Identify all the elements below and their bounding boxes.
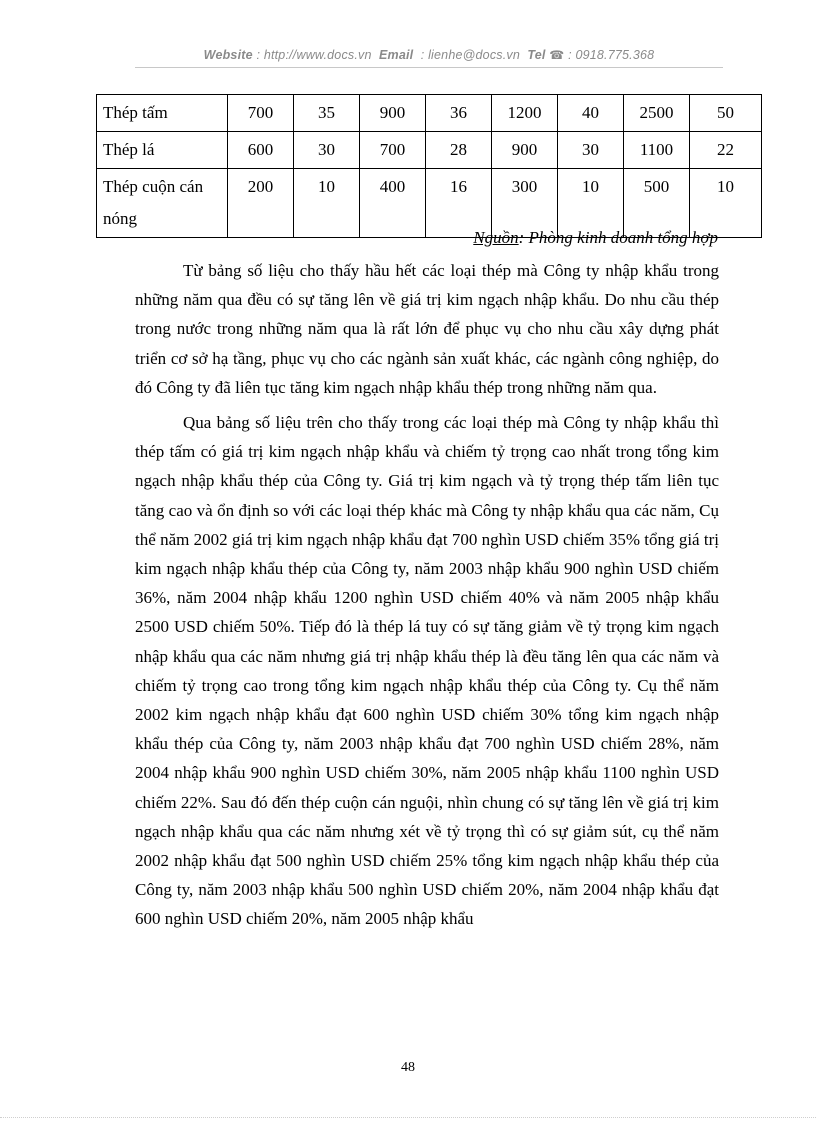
table-cell: 40 <box>558 95 624 132</box>
table-cell: 2500 <box>624 95 690 132</box>
body-text <box>135 256 719 940</box>
table-cell: 1100 <box>624 132 690 169</box>
table-cell: 500 <box>624 169 690 238</box>
row-label-cell: Thép lá <box>97 132 228 169</box>
tel-label: Tel <box>527 48 546 62</box>
table-cell: 700 <box>228 95 294 132</box>
table-cell: 28 <box>426 132 492 169</box>
website-separator: : <box>252 48 264 62</box>
email-label: Email <box>378 48 414 62</box>
table-cell: 16 <box>426 169 492 238</box>
tel-value: : 0918.775.368 <box>568 48 655 62</box>
page-number: 48 <box>401 1060 415 1075</box>
source-text: : Phòng kinh doanh tổng hợp <box>518 228 718 247</box>
table-cell: 36 <box>426 95 492 132</box>
email-value[interactable]: lienhe@docs.vn <box>428 48 520 62</box>
row-label-cell: Thép cuộn cán nóng <box>97 169 228 238</box>
bottom-divider <box>0 1117 816 1118</box>
table-cell: 700 <box>360 132 426 169</box>
phone-icon: ☎ <box>549 48 565 62</box>
table-cell: 10 <box>690 169 762 238</box>
paragraph: Qua bảng số liệu trên cho thấy trong các loại thép mà Công ty nhập khẩu thì thép tấm có giá trị kim ngạch nhập khẩu và chiếm tỷ trọng cao nhất trong tổng kim ngạch nhập khẩu thép của Công ty. Giá trị kim ngạch và tỷ trọng thép tấm liên tục tăng cao và ổn định so với các loại thép khác mà Công ty nhập khẩu qua các năm, Cụ thể năm 2002 giá trị kim ngạch nhập khẩu đạt 700 nghìn USD chiếm 35% tổng giá trị kim ngạch nhập khẩu thép của Công ty, năm 2003 nhập khẩu 900 nghìn USD chiếm 36%, năm 2004 nhập khẩu 1200 nghìn USD chiếm 40% và năm 2005 nhập khẩu 2500 USD chiếm 50%. Tiếp đó là thép lá tuy có sự tăng giảm về tỷ trọng kim ngạch nhập khẩu qua các năm nhưng giá trị nhập khẩu thép là đều tăng lên qua các năm và chiếm tỷ trọng cao trong tổng kim ngạch nhập khẩu thép của Công ty. Cụ thể năm 2002 kim ngạch nhập khẩu đạt 600 nghìn USD chiếm 30% tổng kim ngạch nhập khẩu thép của Công ty, năm 2003 nhập khẩu đạt 700 nghìn USD chiếm 28%, năm 2004 nhập khẩu 900 nghìn USD chiếm 30%, năm 2005 nhập khẩu 1100 nghìn USD chiếm 22%. Sau đó đến thép cuộn cán nguội, nhìn chung có sự tăng lên về giá trị kim ngạch nhập khẩu qua các năm nhưng xét về tỷ trọng thì có sự giảm sút, cụ thể năm 2002 nhập khẩu đạt 500 nghìn USD chiếm 25% tổng kim ngạch nhập khẩu thép của Công ty, năm 2003 nhập khẩu 500 nghìn USD chiếm 20%, năm 2004 nhập khẩu đạt 600 nghìn USD chiếm 20%, năm 2005 nhập khẩu <box>135 413 719 929</box>
table-cell: 400 <box>360 169 426 238</box>
table-cell: 900 <box>360 95 426 132</box>
email-separator: : <box>417 48 429 62</box>
table-cell: 900 <box>492 132 558 169</box>
table-cell: 600 <box>228 132 294 169</box>
table-cell: 200 <box>228 169 294 238</box>
table-cell: 300 <box>492 169 558 238</box>
header-divider <box>135 67 723 68</box>
table-cell: 35 <box>294 95 360 132</box>
table-cell: 10 <box>558 169 624 238</box>
source-label: Nguồn <box>473 228 519 247</box>
row-label-cell: Thép tấm <box>97 95 228 132</box>
table-row <box>97 95 762 132</box>
paragraph: Từ bảng số liệu cho thấy hầu hết các loại thép mà Công ty nhập khẩu trong những năm qua đều có sự tăng lên về giá trị kim ngạch nhập khẩu. Do nhu cầu thép trong nước trong những năm qua là rất lớn để phục vụ cho nhu cầu xây dựng phát triển cơ sở hạ tầng, phục vụ cho các ngành sản xuất khác, các ngành công nghiệp, do đó Công ty đã liên tục tăng kim ngạch nhập khẩu thép trong những năm qua. <box>135 261 719 397</box>
import-data-table <box>96 94 762 238</box>
table-cell: 50 <box>690 95 762 132</box>
table-cell: 10 <box>294 169 360 238</box>
table-cell: 30 <box>558 132 624 169</box>
table-cell: 1200 <box>492 95 558 132</box>
website-url[interactable]: http://www.docs.vn <box>263 48 372 62</box>
table-row <box>97 132 762 169</box>
table-cell: 30 <box>294 132 360 169</box>
page-header <box>135 48 723 62</box>
table-source <box>96 228 718 248</box>
website-label: Website <box>203 48 253 62</box>
table-cell: 22 <box>690 132 762 169</box>
